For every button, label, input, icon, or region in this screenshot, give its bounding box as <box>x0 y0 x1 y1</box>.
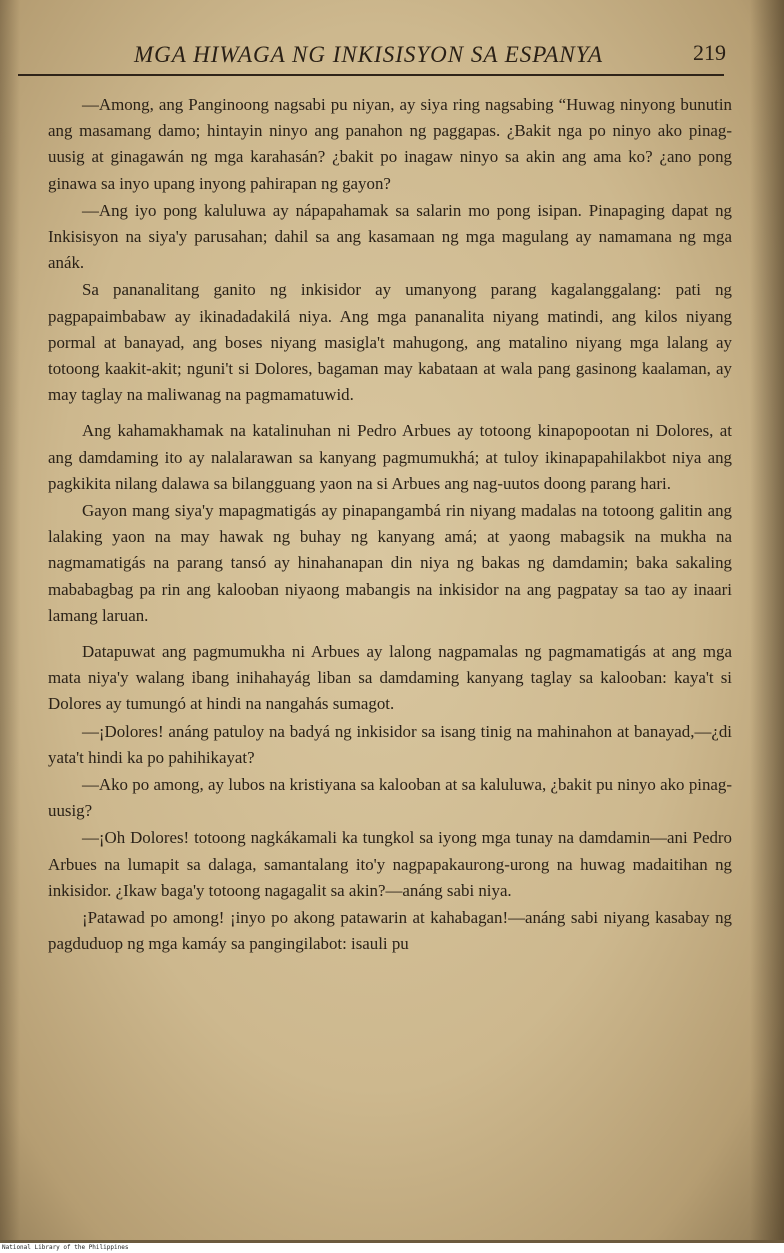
running-header <box>60 36 728 76</box>
paragraph-10: ¡Patawad po among! ¡inyo po akong patawarin at kahabagan!—anáng sabi niyang kasabay ng pagduduop ng mga kamáy sa pangingilabot: isauli pu <box>48 908 732 954</box>
paragraph-4: Ang kahamakhamak na katalinuhan ni Pedro Arbues ay totoong kinapopootan ni Dolores, at ang damdaming ito ay nalalarawan sa kanyang pagmumukhá; at tuloy ikinapapahilakbot niya ang pagkikita nilang dalawa sa bilangguang yaon na si Arbues ang nag-uutos doong parang hari. <box>48 421 732 493</box>
paragraph-8: —Ako po among, ay lubos na kristiyana sa kalooban at sa kaluluwa, ¿bakit pu ninyo ako pinag-uusig? <box>48 775 732 821</box>
page-shadow-right <box>750 0 784 1240</box>
paragraph-1: —Among, ang Panginoong nagsabi pu niyan, ay siya ring nagsabing “Huwag ninyong bunutin ang masamang damo; hintayin ninyo ang panahon ng paggapas. ¿Bakit nga po ninyo ako pinag-uusig at ginagawán ng mga karahasán? ¿bakit po inagaw ninyo sa akin ang ama ko? ¿ano pong ginawa sa inyo upang inyong pahirapan ng gayon? <box>48 95 732 193</box>
page-number: 219 <box>693 40 726 65</box>
paragraph-7: —¡Dolores! anáng patuloy na badyá ng inkisidor sa isang tinig na mahinahon at banayad,—¿di yata't hindi ka po pahihikayat? <box>48 721 732 767</box>
paragraph-3: Sa pananalitang ganito ng inkisidor ay umanyong parang kagalanggalang: pati ng pagpapaimbabaw ay ikinadadakilá niya. Ang mga pananalita niyang matindi, ang kilos niyang pormal at banayad, ang boses niyang masigla't mahugong, ang matalino niyang mga lalang ay totoong kaakit-akit; nguni't si Dolores, bagaman may kabataan at wala pang gasinong kaalaman, ay may taglay na maliwanag na pagmamatuwid. <box>48 280 732 405</box>
running-title: MGA HIWAGA NG INKISISYON SA ESPANYA <box>134 42 604 67</box>
paragraph-6: Datapuwat ang pagmumukha ni Arbues ay lalong nagpamalas ng pagmamatigás at ang mga mata niya'y walang ibang inihahayág liban sa damdaming kanyang taglay sa kalooban: kaya't si Dolores ay tumungó at hindi na nangahás sumagot. <box>48 642 732 714</box>
paragraph-9: —¡Oh Dolores! totoong nagkákamali ka tungkol sa iyong mga tunay na damdamin—ani Pedro Arbues na lumapit sa dalaga, samantalang ito'y nagpapakaurong-urong na huwag madaitihan ng inkisidor. ¿Ikaw baga'y totoong nagagalit sa akin?—anáng sabi niya. <box>48 828 732 900</box>
header-rule <box>18 74 724 76</box>
page-shadow-left <box>0 0 20 1240</box>
paragraph-2: —Ang iyo pong kaluluwa ay nápapahamak sa salarin mo pong isipan. Pinapaging dapat ng Inkisisyon na siya'y parusahan; dahil sa ang kasamaan ng mga magulang ay namamana ng mga anák. <box>48 200 732 273</box>
body-text <box>48 92 732 958</box>
paragraph-5: Gayon mang siya'y mapagmatigás ay pinapangambá rin niyang madalas na totoong galitin ang lalaking yaon na may hawak ng buhay ng kanyang amá; at yaong mabagsik na mukha na nagmamatigás na parang tansó ay hinahanapan din niya ng bakas ng damdamin; baka sakaling mababagbag pa rin ang kalooban niyaong mabangis na inkisidor na ang pagpatay sa tao ay inaari lamang laruan. <box>48 501 732 625</box>
scan-credit: National Library of the Philippines <box>0 1243 784 1253</box>
